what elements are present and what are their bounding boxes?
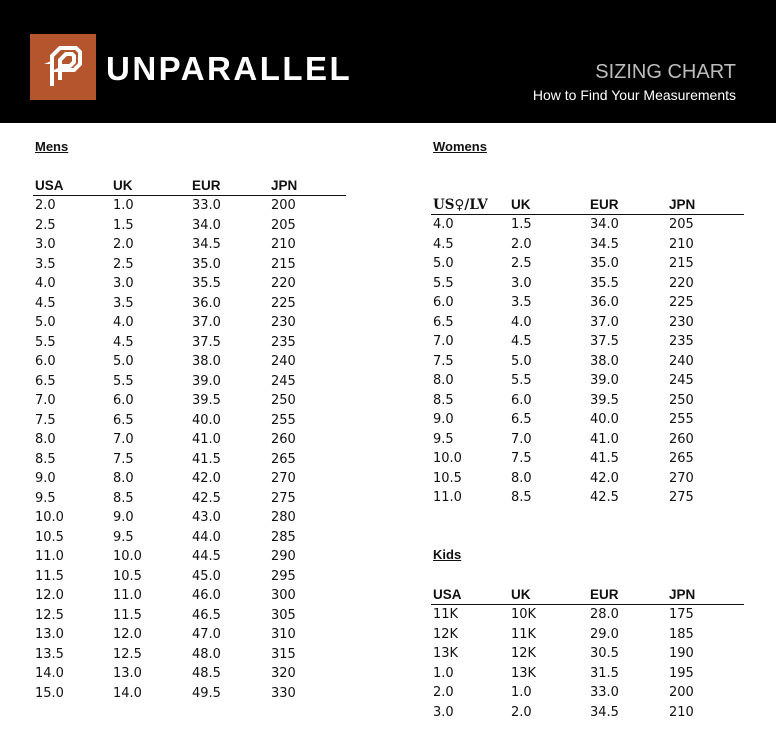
- table-row: [431, 644, 744, 664]
- table-row: [33, 274, 346, 294]
- table-cell: 13K: [511, 665, 537, 681]
- table-cell: 215: [271, 256, 296, 272]
- womens-column-header: US♀/LV: [431, 196, 509, 215]
- table-cell: 40.0: [192, 412, 221, 428]
- table-cell: 5.0: [113, 354, 134, 369]
- table-cell: 11K: [511, 626, 537, 642]
- table-cell: 31.5: [590, 665, 619, 681]
- table-cell: 13.5: [35, 646, 64, 662]
- table-cell: 11.5: [35, 568, 64, 584]
- page-title: SIZING CHART: [595, 61, 736, 83]
- mens-column-header: USA: [33, 177, 111, 196]
- table-row: [33, 372, 346, 392]
- table-row: [33, 294, 346, 314]
- table-cell: 230: [271, 315, 296, 330]
- table-cell: 8.5: [433, 392, 454, 408]
- table-row: [431, 605, 744, 625]
- table-row: [431, 664, 744, 684]
- table-cell: 185: [669, 626, 694, 642]
- table-cell: 320: [271, 666, 296, 681]
- table-cell: 200: [669, 685, 694, 700]
- table-cell: 5.5: [35, 334, 56, 350]
- table-cell: 6.5: [511, 412, 532, 427]
- table-cell: 3.0: [511, 275, 532, 291]
- table-cell: 7.0: [113, 432, 134, 447]
- table-cell: 42.5: [192, 490, 221, 506]
- table-cell: 49.5: [192, 685, 221, 701]
- table-cell: 8.5: [113, 490, 134, 506]
- table-cell: 37.0: [590, 314, 619, 330]
- table-row: [431, 683, 744, 703]
- mens-section-title: Mens: [35, 139, 69, 154]
- table-row: [33, 547, 346, 567]
- table-cell: 225: [669, 295, 694, 310]
- table-cell: 3.5: [511, 295, 532, 310]
- womens-section-title: Womens: [433, 139, 487, 154]
- table-cell: 10.0: [113, 549, 142, 564]
- table-cell: 250: [271, 393, 296, 408]
- table-row: [431, 703, 744, 723]
- table-cell: 1.0: [433, 665, 454, 681]
- table-row: [431, 469, 744, 489]
- table-cell: 43.0: [192, 510, 221, 525]
- table-cell: 215: [669, 256, 694, 271]
- table-row: [431, 371, 744, 391]
- table-cell: 42.5: [590, 490, 619, 505]
- table-cell: 6.5: [433, 314, 454, 330]
- table-cell: 250: [669, 392, 694, 408]
- table-row: [431, 293, 744, 313]
- table-cell: 41.5: [590, 451, 619, 466]
- table-cell: 290: [271, 549, 296, 564]
- table-cell: 255: [669, 412, 694, 427]
- table-cell: 38.0: [192, 354, 221, 369]
- table-cell: 12.0: [35, 588, 64, 603]
- table-row: [33, 625, 346, 645]
- table-row: [33, 430, 346, 450]
- table-cell: 190: [669, 646, 694, 661]
- table-cell: 270: [271, 471, 296, 486]
- mens-column-header: UK: [111, 177, 190, 196]
- logo-mark: [30, 34, 96, 100]
- table-cell: 4.0: [35, 276, 56, 291]
- table-cell: 210: [669, 704, 694, 720]
- table-cell: 46.5: [192, 607, 221, 623]
- table-cell: 2.0: [35, 198, 56, 213]
- table-cell: 10.5: [433, 470, 462, 486]
- table-cell: 42.0: [590, 470, 619, 486]
- table-cell: 13.0: [113, 666, 142, 681]
- table-cell: 14.0: [113, 685, 142, 701]
- table-cell: 9.5: [113, 529, 134, 545]
- table-cell: 5.0: [35, 315, 56, 330]
- table-cell: 205: [669, 217, 694, 232]
- table-cell: 8.0: [35, 432, 56, 447]
- table-cell: 240: [669, 353, 694, 369]
- table-cell: 7.5: [113, 451, 134, 467]
- table-cell: 315: [271, 646, 296, 662]
- table-row: [33, 391, 346, 411]
- table-cell: 6.0: [433, 295, 454, 310]
- table-cell: 44.0: [192, 529, 221, 545]
- table-cell: 280: [271, 510, 296, 525]
- table-cell: 6.0: [35, 354, 56, 369]
- table-cell: 235: [271, 334, 296, 350]
- table-row: [33, 313, 346, 333]
- table-cell: 35.0: [590, 256, 619, 271]
- table-cell: 3.0: [433, 704, 454, 720]
- table-cell: 310: [271, 627, 296, 642]
- table-row: [431, 488, 744, 508]
- table-cell: 41.5: [192, 451, 221, 467]
- table-cell: 36.0: [192, 295, 221, 311]
- table-cell: 6.5: [35, 373, 56, 389]
- table-cell: 9.0: [433, 412, 454, 427]
- table-cell: 12.5: [113, 646, 142, 662]
- table-cell: 44.5: [192, 549, 221, 564]
- table-cell: 11.5: [113, 607, 142, 623]
- brand-name: UNPARALLEL: [106, 50, 353, 87]
- table-cell: 8.0: [433, 373, 454, 388]
- mens-size-table: [33, 177, 346, 703]
- table-row: [33, 450, 346, 470]
- table-cell: 240: [271, 354, 296, 369]
- table-cell: 235: [669, 334, 694, 349]
- kids-header-row: [431, 586, 744, 605]
- table-row: [33, 411, 346, 431]
- table-cell: 205: [271, 217, 296, 233]
- table-row: [33, 528, 346, 548]
- table-cell: 12.0: [113, 627, 142, 642]
- table-row: [431, 410, 744, 430]
- table-cell: 7.5: [511, 451, 532, 466]
- table-cell: 3.0: [35, 237, 56, 252]
- table-row: [33, 333, 346, 353]
- table-cell: 35.5: [590, 275, 619, 291]
- mens-column-header: EUR: [190, 177, 269, 196]
- table-cell: 2.0: [433, 685, 454, 700]
- table-row: [33, 196, 346, 216]
- table-row: [33, 255, 346, 275]
- kids-column-header: JPN: [667, 586, 744, 605]
- table-cell: 37.0: [192, 315, 221, 330]
- table-cell: 29.0: [590, 626, 619, 642]
- table-cell: 13K: [433, 646, 459, 661]
- table-cell: 8.5: [35, 451, 56, 467]
- kids-size-table: [431, 586, 744, 722]
- table-row: [431, 625, 744, 645]
- table-cell: 285: [271, 529, 296, 545]
- table-row: [431, 235, 744, 255]
- table-cell: 2.5: [511, 256, 532, 271]
- table-cell: 28.0: [590, 607, 619, 622]
- table-row: [33, 235, 346, 255]
- table-row: [431, 215, 744, 235]
- table-cell: 39.0: [192, 373, 221, 389]
- table-cell: 270: [669, 470, 694, 486]
- table-row: [33, 508, 346, 528]
- table-cell: 6.0: [113, 393, 134, 408]
- table-cell: 34.0: [590, 217, 619, 232]
- table-cell: 10.0: [433, 451, 462, 466]
- table-cell: 4.0: [113, 315, 134, 330]
- table-cell: 9.0: [35, 471, 56, 486]
- table-cell: 3.5: [113, 295, 134, 311]
- table-cell: 2.5: [113, 256, 134, 272]
- table-cell: 36.0: [590, 295, 619, 310]
- table-cell: 11.0: [433, 490, 462, 505]
- table-row: [431, 430, 744, 450]
- table-cell: 245: [271, 373, 296, 389]
- table-row: [431, 313, 744, 333]
- table-cell: 4.5: [113, 334, 134, 350]
- table-cell: 245: [669, 373, 694, 388]
- womens-column-header: UK: [509, 196, 588, 215]
- table-cell: 10K: [511, 607, 537, 622]
- table-cell: 7.0: [511, 431, 532, 447]
- table-cell: 7.0: [433, 334, 454, 349]
- table-cell: 2.0: [113, 237, 134, 252]
- table-row: [33, 567, 346, 587]
- table-cell: 46.0: [192, 588, 221, 603]
- table-cell: 39.5: [590, 392, 619, 408]
- table-cell: 7.0: [35, 393, 56, 408]
- table-cell: 300: [271, 588, 296, 603]
- kids-column-header: UK: [509, 586, 588, 605]
- table-cell: 34.0: [192, 217, 221, 233]
- table-row: [431, 449, 744, 469]
- table-cell: 255: [271, 412, 296, 428]
- table-cell: 6.0: [511, 392, 532, 408]
- table-row: [33, 489, 346, 509]
- table-cell: 4.5: [511, 334, 532, 349]
- table-cell: 220: [271, 276, 296, 291]
- table-cell: 4.0: [511, 314, 532, 330]
- table-cell: 48.0: [192, 646, 221, 662]
- page-subtitle: How to Find Your Measurements: [532, 87, 736, 103]
- table-cell: 48.5: [192, 666, 221, 681]
- table-cell: 34.5: [590, 704, 619, 720]
- womens-column-header: JPN: [667, 196, 744, 215]
- header-banner: [0, 0, 776, 123]
- table-row: [431, 352, 744, 372]
- table-cell: 265: [271, 451, 296, 467]
- table-cell: 40.0: [590, 412, 619, 427]
- table-row: [33, 606, 346, 626]
- table-cell: 45.0: [192, 568, 221, 584]
- table-cell: 9.5: [433, 431, 454, 447]
- table-cell: 8.0: [113, 471, 134, 486]
- table-cell: 275: [271, 490, 296, 506]
- kids-section-title: Kids: [433, 547, 462, 562]
- table-cell: 33.0: [192, 198, 221, 213]
- table-cell: 8.5: [511, 490, 532, 505]
- table-cell: 175: [669, 607, 694, 622]
- table-cell: 330: [271, 685, 296, 701]
- table-cell: 230: [669, 314, 694, 330]
- table-cell: 41.0: [590, 431, 619, 447]
- table-cell: 39.0: [590, 373, 619, 388]
- table-cell: 220: [669, 275, 694, 291]
- table-cell: 10.5: [35, 529, 64, 545]
- table-cell: 37.5: [590, 334, 619, 349]
- table-cell: 305: [271, 607, 296, 623]
- table-cell: 4.5: [35, 295, 56, 311]
- table-cell: 42.0: [192, 471, 221, 486]
- table-cell: 9.5: [35, 490, 56, 506]
- table-cell: 39.5: [192, 393, 221, 408]
- table-cell: 195: [669, 665, 694, 681]
- table-cell: 200: [271, 198, 296, 213]
- table-cell: 5.5: [433, 275, 454, 291]
- table-row: [33, 664, 346, 684]
- table-cell: 10.5: [113, 568, 142, 584]
- table-cell: 265: [669, 451, 694, 466]
- womens-size-table: [431, 196, 744, 508]
- table-cell: 5.0: [433, 256, 454, 271]
- unparallel-logo-icon: [30, 34, 96, 100]
- table-cell: 260: [271, 432, 296, 447]
- table-row: [33, 586, 346, 606]
- table-cell: 11K: [433, 607, 459, 622]
- table-cell: 9.0: [113, 510, 134, 525]
- table-cell: 37.5: [192, 334, 221, 350]
- table-row: [431, 391, 744, 411]
- table-cell: 225: [271, 295, 296, 311]
- table-cell: 7.5: [35, 412, 56, 428]
- table-cell: 47.0: [192, 627, 221, 642]
- table-cell: 1.0: [511, 685, 532, 700]
- table-cell: 2.0: [511, 704, 532, 720]
- table-row: [431, 274, 744, 294]
- table-cell: 35.5: [192, 276, 221, 291]
- table-row: [33, 645, 346, 665]
- table-cell: 12K: [433, 626, 459, 642]
- table-cell: 11.0: [35, 549, 64, 564]
- table-cell: 6.5: [113, 412, 134, 428]
- table-cell: 38.0: [590, 353, 619, 369]
- table-cell: 30.5: [590, 646, 619, 661]
- table-cell: 11.0: [113, 588, 142, 603]
- table-cell: 12K: [511, 646, 537, 661]
- table-cell: 4.0: [433, 217, 454, 232]
- table-cell: 2.5: [35, 217, 56, 233]
- table-cell: 10.0: [35, 510, 64, 525]
- table-cell: 35.0: [192, 256, 221, 272]
- table-cell: 15.0: [35, 685, 64, 701]
- table-cell: 12.5: [35, 607, 64, 623]
- table-cell: 5.5: [511, 373, 532, 388]
- table-cell: 33.0: [590, 685, 619, 700]
- table-row: [431, 254, 744, 274]
- table-row: [33, 684, 346, 704]
- table-cell: 5.0: [511, 353, 532, 369]
- table-row: [33, 469, 346, 489]
- table-cell: 1.0: [113, 198, 134, 213]
- table-cell: 8.0: [511, 470, 532, 486]
- table-cell: 1.5: [511, 217, 532, 232]
- table-cell: 13.0: [35, 627, 64, 642]
- mens-header-row: [33, 177, 346, 196]
- table-cell: 210: [669, 236, 694, 252]
- mens-column-header: JPN: [269, 177, 346, 196]
- table-row: [33, 216, 346, 236]
- kids-column-header: EUR: [588, 586, 667, 605]
- womens-header-row: [431, 196, 744, 215]
- table-cell: 295: [271, 568, 296, 584]
- table-cell: 3.5: [35, 256, 56, 272]
- table-row: [33, 352, 346, 372]
- table-cell: 3.0: [113, 276, 134, 291]
- table-cell: 41.0: [192, 432, 221, 447]
- womens-column-header: EUR: [588, 196, 667, 215]
- table-cell: 34.5: [590, 236, 619, 252]
- table-cell: 7.5: [433, 353, 454, 369]
- table-cell: 2.0: [511, 236, 532, 252]
- kids-column-header: USA: [431, 586, 509, 605]
- table-cell: 14.0: [35, 666, 64, 681]
- table-cell: 4.5: [433, 236, 454, 252]
- table-cell: 275: [669, 490, 694, 505]
- table-row: [431, 332, 744, 352]
- table-cell: 34.5: [192, 237, 221, 252]
- table-cell: 260: [669, 431, 694, 447]
- table-cell: 5.5: [113, 373, 134, 389]
- table-cell: 1.5: [113, 217, 134, 233]
- table-cell: 210: [271, 237, 296, 252]
